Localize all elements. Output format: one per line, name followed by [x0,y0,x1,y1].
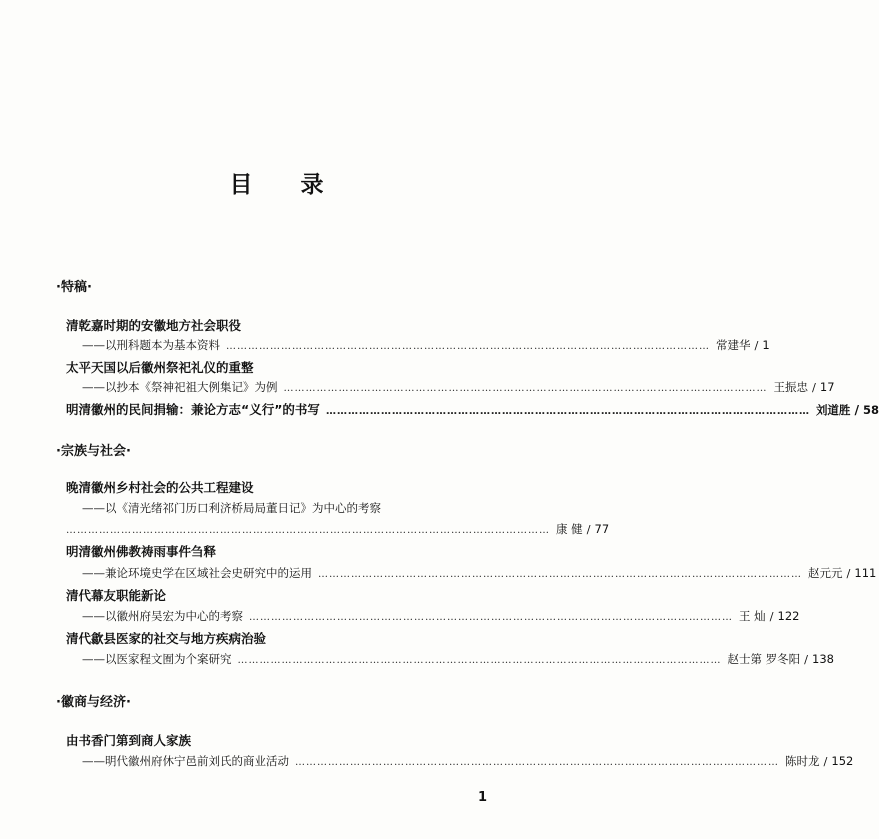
toc-entry-title [66,400,879,418]
entry-title: 晚清徽州乡村社会的公共工程建设 [66,480,254,495]
entry-author: 陈时龙 [785,754,820,768]
toc-entry-subtitle [82,500,492,516]
entry-page: 77 [594,522,610,536]
entry-page: 17 [819,380,835,394]
page-separator: / [769,609,774,623]
page-separator: / [804,652,809,666]
entry-title: 清乾嘉时期的安徽地方社会职役 [66,318,242,333]
section-heading-merchants-economy: ·徽商与经济· [56,695,131,710]
toc-entry-title [66,542,492,560]
toc-entry-title [66,316,492,334]
entry-author: 王振忠 [773,380,808,394]
entry-title: 明清徽州佛教祷雨事件刍释 [66,544,217,559]
entry-title: 明清徽州的民间捐输：兼论方志“义行”的书写 [66,402,320,417]
entry-title: 太平天国以后徽州祭祀礼仪的重整 [66,360,254,375]
entry-author: 常建华 [716,338,751,352]
leader-dots: …………………………………………………………………………………………………………………… [249,612,733,623]
section-heading-special: ·特稿· [56,280,92,295]
entry-page: 152 [831,754,854,768]
entry-subtitle: ——以刑科题本为基本资料 [82,338,220,352]
leader-dots: …………………………………………………………………………………………………………………… [283,383,768,394]
page-title: 目 录 [229,172,344,198]
page-number: 1 [478,790,488,805]
toc-entry-subtitle [82,379,835,395]
toc-entry-subtitle [82,337,770,353]
leader-dots: …………………………………………………………………………………………………………………… [226,341,710,352]
entry-page: 138 [812,652,834,666]
entry-author: 赵元元 [808,566,843,580]
toc-entry-subtitle [82,565,877,581]
toc-entry-title [66,478,492,496]
leader-dots: …………………………………………………………………………………………………………………… [237,655,722,666]
leader-dots: …………………………………………………………………………………………………………………… [318,569,802,580]
entry-subtitle: ——兼论环境史学在区域社会史研究中的运用 [82,566,312,580]
toc-entry-title [66,358,492,376]
toc-entry-title [66,586,492,604]
page-separator: / [854,402,860,417]
toc-entry-subtitle [82,608,800,624]
entry-title: 由书香门第到商人家族 [66,733,192,748]
entry-page: 1 [762,338,770,352]
entry-page: 58 [863,403,879,417]
entry-subtitle: ——以徽州府吴宏为中心的考察 [82,609,243,623]
page-separator: / [812,380,816,394]
toc-entry-subtitle [82,753,854,769]
entry-page: 122 [777,609,800,623]
leader-dots: …………………………………………………………………………………………………………………… [295,757,779,768]
entry-author: 王 灿 [739,609,766,623]
entry-author: 刘道胜 [815,403,851,417]
toc-entry-title [66,629,492,647]
entry-title: 清代歙县医家的社交与地方疾病治验 [66,631,267,646]
entry-subtitle: ——以《清光绪祁门历口利济桥局局董日记》为中心的考察 [82,501,381,515]
page-separator: / [754,338,759,352]
toc-entry-dots-line [66,521,610,537]
entry-subtitle: ——以抄本《祭神祀祖大例集记》为例 [82,380,278,394]
entry-subtitle: ——明代徽州府休宁邑前刘氏的商业活动 [82,754,289,768]
entry-page: 111 [854,566,877,580]
entry-subtitle: ——以医家程文囿为个案研究 [82,652,232,666]
leader-dots: …………………………………………………………………………………………………………………… [325,406,810,417]
entry-author: 康 健 [556,522,583,536]
section-heading-lineage-society: ·宗族与社会· [56,444,131,459]
entry-title: 清代幕友职能新论 [66,588,167,603]
page-separator: / [586,522,591,536]
page-separator: / [823,754,828,768]
entry-author: 赵士第 罗冬阳 [727,652,801,666]
toc-entry-title [66,731,492,749]
page-separator: / [846,566,851,580]
toc-entry-subtitle [82,651,834,667]
leader-dots: …………………………………………………………………………………………………………………… [66,525,550,536]
